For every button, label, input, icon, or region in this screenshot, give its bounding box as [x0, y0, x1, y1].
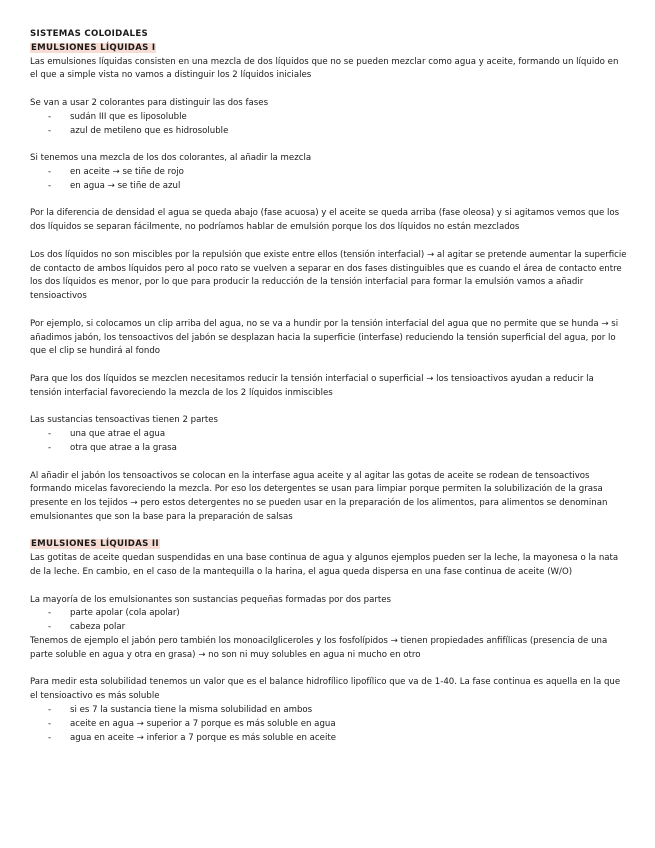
list-item: - en agua → se tiñe de azul: [30, 180, 628, 194]
list-item: - sudán III que es liposoluble: [30, 111, 628, 125]
list-item: - cabeza polar: [30, 621, 628, 635]
paragraph: Por la diferencia de densidad el agua se queda abajo (fase acuosa) y el aceite se queda arriba (fase oleosa) y si agitamos vemos que los dos líquidos se separan fácilmente, no podríamos hablar de emulsión porque los dos líquidos no están mezclados: [30, 208, 620, 233]
list-item: - azul de metileno que es hidrosoluble: [30, 125, 628, 139]
bullet-list: [30, 428, 628, 456]
list-item: - una que atrae el agua: [30, 428, 628, 442]
document-title: SISTEMAS COLOIDALES: [30, 29, 148, 39]
list-item: - si es 7 la sustancia tiene la misma solubilidad en ambos: [30, 704, 628, 718]
heading-highlight: EMULSIONES LÍQUIDAS I: [31, 42, 156, 53]
list-item: - en aceite → se tiñe de rojo: [30, 166, 628, 180]
paragraph: Las emulsiones líquidas consisten en una mezcla de dos líquidos que no se pueden mezclar como agua y aceite, formando un líquido en el que a simple vista no vamos a distinguir los 2 líquidos iniciales: [30, 56, 619, 81]
paragraph: Por ejemplo, si colocamos un clip arriba del agua, no se va a hundir por la tensión interfacial del agua que no permite que se hunda → si añadimos jabón, los tensoactivos del jabón se desplazan hacia la superficie (interfase) reduciendo la tensión superficial del agua, por lo que el clip se hundirá al fondo: [30, 318, 619, 357]
paragraph: Se van a usar 2 colorantes para distinguir las dos fases: [30, 97, 269, 108]
paragraph: La mayoría de los emulsionantes son sustancias pequeñas formadas por dos partes: [30, 594, 392, 605]
section-heading-2: [30, 538, 628, 552]
bullet-list: [30, 607, 628, 635]
list-item: - otra que atrae a la grasa: [30, 442, 628, 456]
bullet-list: [30, 166, 628, 194]
bullet-list: [30, 111, 628, 139]
list-item: - parte apolar (cola apolar): [30, 607, 628, 621]
paragraph: Las sustancias tensoactivas tienen 2 partes: [30, 415, 219, 426]
paragraph: Tenemos de ejemplo el jabón pero también los monoacilgliceroles y los fosfolípidos → tienen propiedades anfifílicas (presencia de una parte soluble en agua y otra en grasa) → no son ni muy solubles en agua ni mucho en otro: [30, 636, 608, 660]
heading-highlight: EMULSIONES LÍQUIDAS II: [31, 539, 159, 550]
bullet-list: [30, 704, 628, 745]
paragraph: Las gotitas de aceite quedan suspendidas en una base continua de agua y algunos ejemplos pueden ser la leche, la mayonesa o la nata de la leche. En cambio, en el caso de la mantequilla o la harina, el agua queda dispersa en una fase continua de aceite (W/O): [30, 553, 619, 578]
paragraph: Los dos líquidos no son miscibles por la repulsión que existe entre ellos (tensión interfacial) → al agitar se pretende aumentar la superficie de contacto de ambos líquidos pero al poco rato se vuelven a separar en dos fases distinguibles que es cuando el área de contacto entre los dos líquidos es menor, por lo que para producir la reducción de la tensión interfacial para formar la emulsión vamos a añadir tensioactivos: [30, 249, 627, 302]
paragraph: Al añadir el jabón los tensoactivos se colocan en la interfase agua aceite y al agitar las gotas de aceite se rodean de tensoactivos formando micelas favoreciendo la mezcla. Por eso los detergentes se usan para limpiar porque permiten la solubilización de la grasa presente en los tejidos → pero estos detergentes no se pueden usar en la preparación de los alimentos, para alimentos se denominan emulsionantes que son la base para la preparación de salsas: [30, 470, 608, 522]
list-item: - aceite en agua → superior a 7 porque es más soluble en agua: [30, 718, 628, 732]
list-item: - agua en aceite → inferior a 7 porque es más soluble en aceite: [30, 732, 628, 746]
paragraph: Si tenemos una mezcla de los dos colorantes, al añadir la mezcla: [30, 153, 312, 164]
document-page: [30, 28, 628, 745]
paragraph: Para medir esta solubilidad tenemos un valor que es el balance hidrofílico lipofílico que va de 1-40. La fase continua es aquella en la que el tensioactivo es más soluble: [30, 677, 621, 702]
section-heading-1: [30, 42, 628, 56]
paragraph: Para que los dos líquidos se mezclen necesitamos reducir la tensión interfacial o superficial → los tensioactivos ayudan a reducir la tensión interfacial favoreciendo la mezcla de los 2 líquidos inmiscibles: [30, 373, 594, 398]
